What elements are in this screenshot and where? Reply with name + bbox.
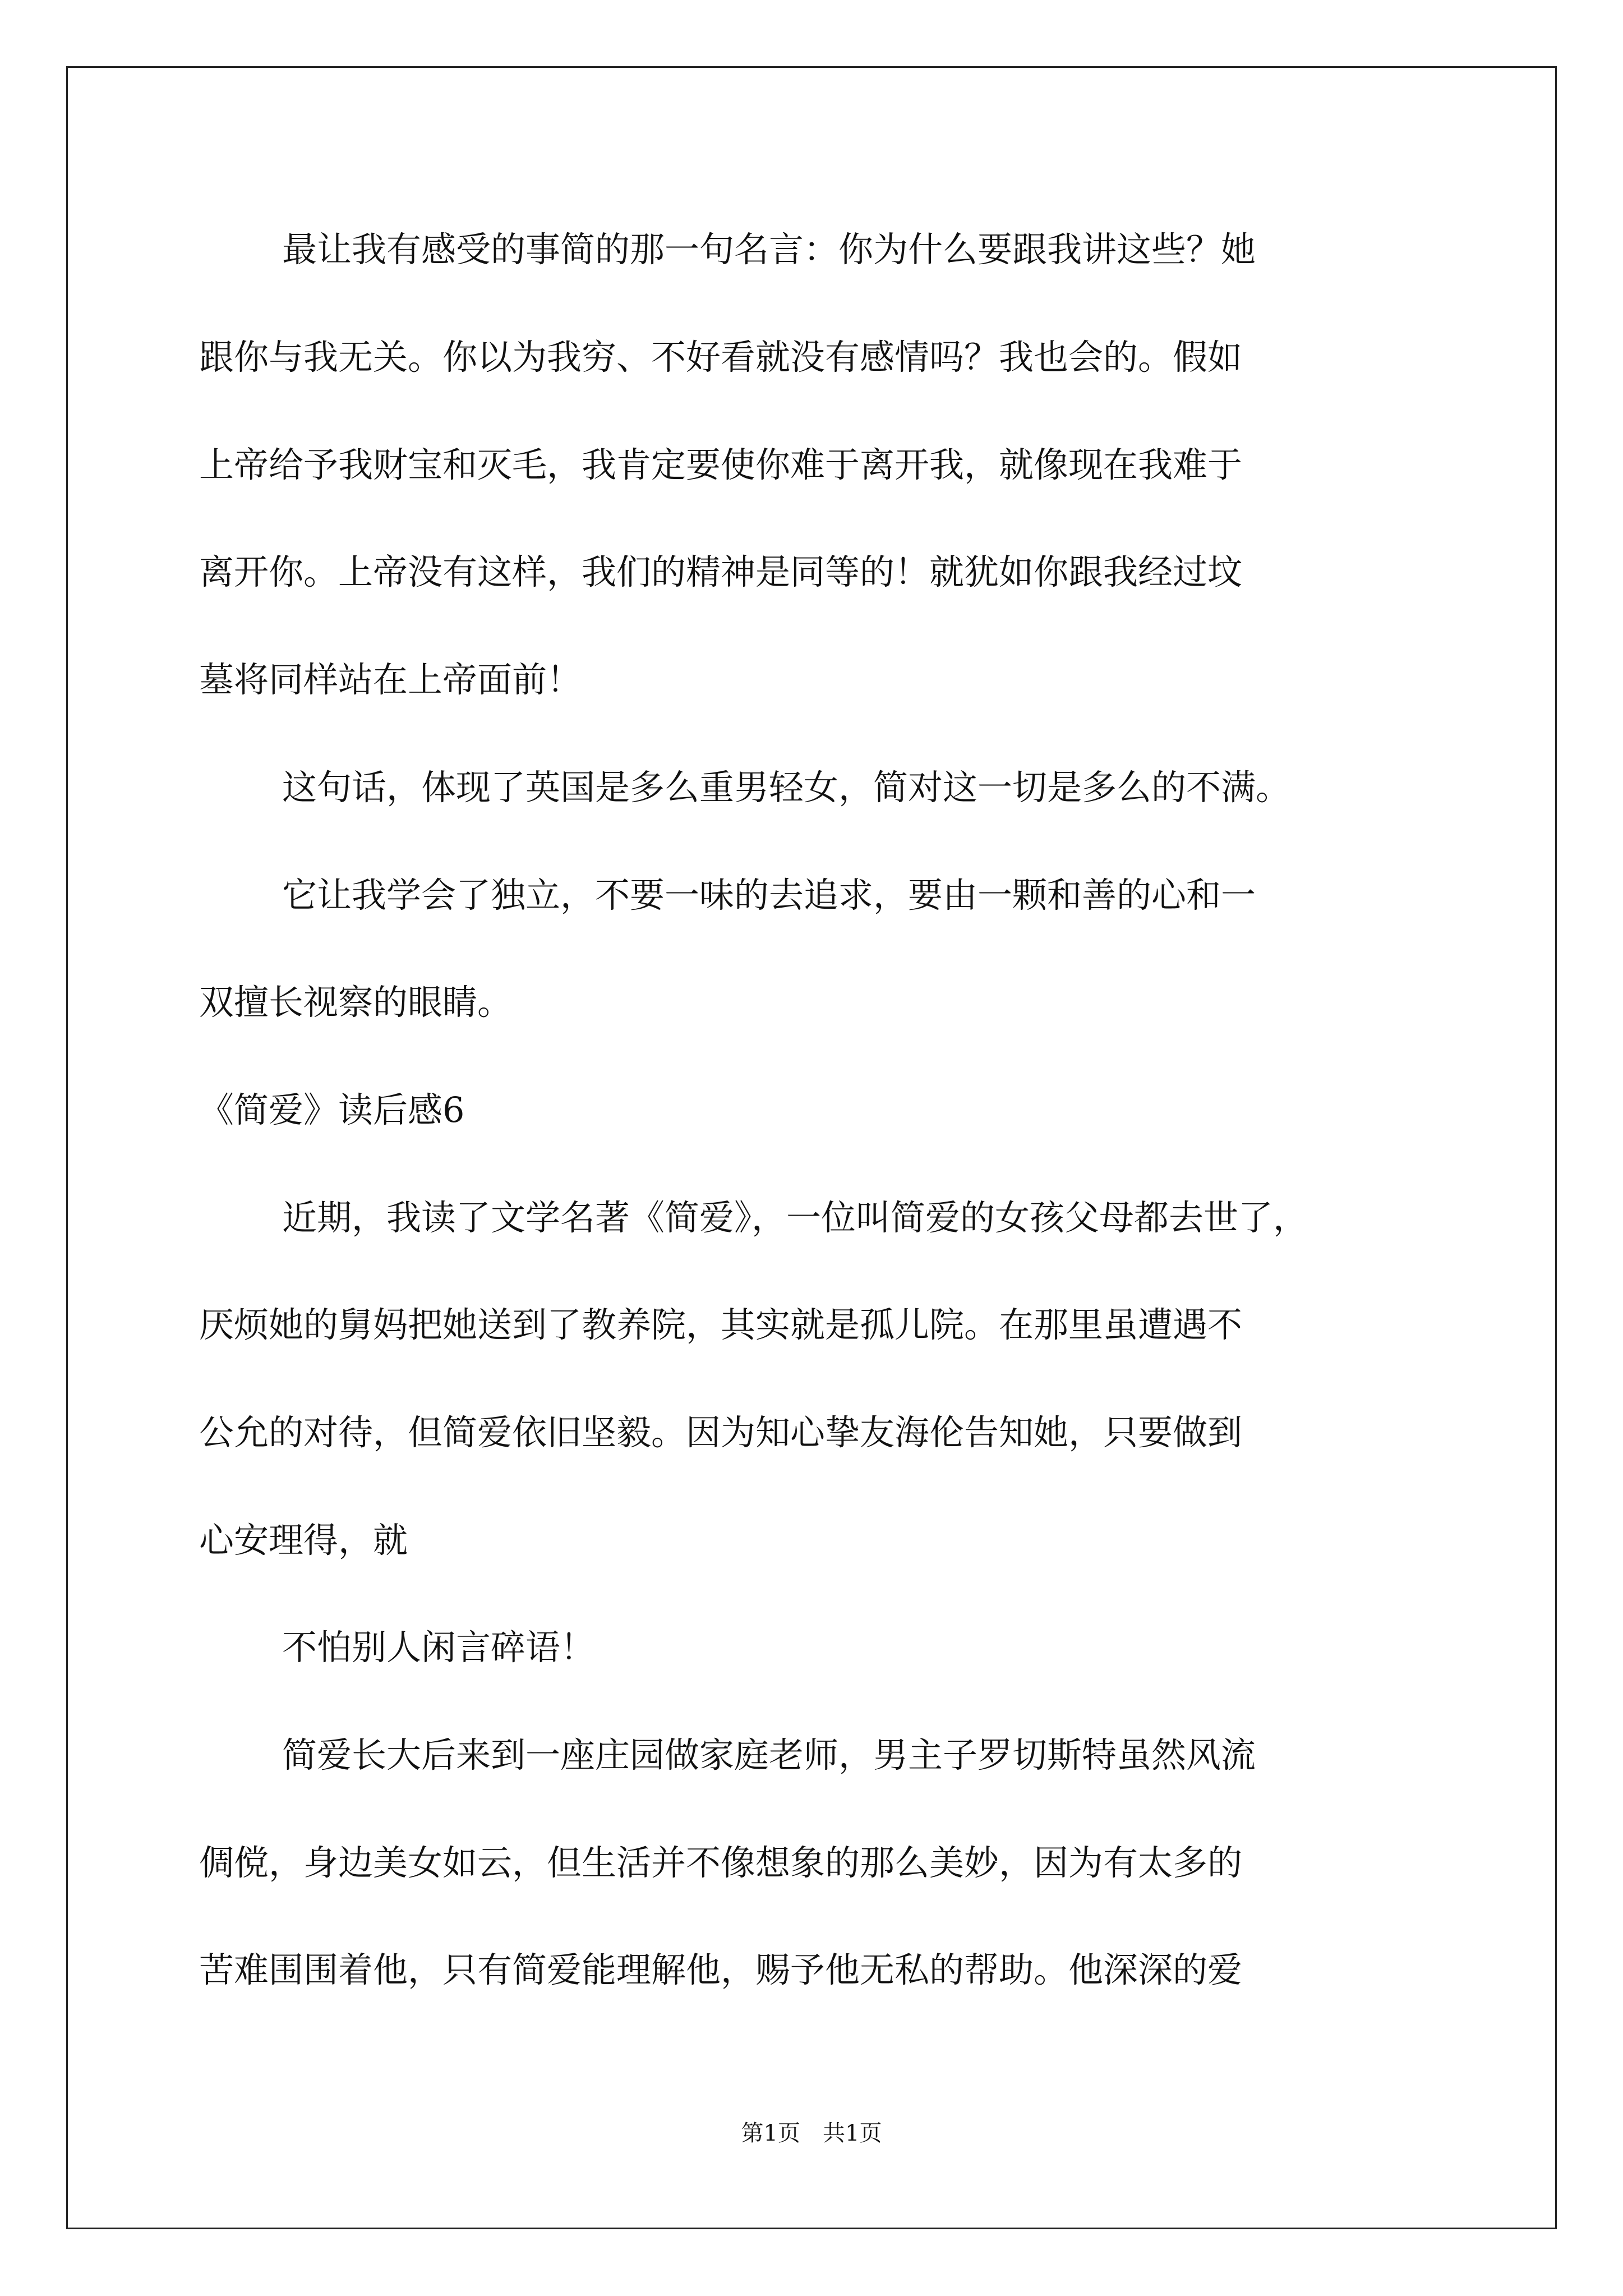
paragraph-line: 跟你与我无关。你以为我穷、不好看就没有感情吗？我也会的。假如 xyxy=(199,337,1243,378)
paragraph-line: 近期，我读了文学名著《简爱》，一位叫简爱的女孩父母都去世了， xyxy=(282,1197,1308,1238)
paragraph-line: 双擅长视察的眼睛。 xyxy=(199,982,513,1023)
paragraph-line: 倜傥，身边美女如云，但生活并不像想象的那么美妙，因为有太多的 xyxy=(199,1842,1243,1883)
paragraph-line: 上帝给予我财宝和灭毛，我肯定要使你难于离开我，就像现在我难于 xyxy=(199,444,1243,485)
paragraph-line: 厌烦她的舅妈把她送到了教养院，其实就是孤儿院。在那里虽遭遇不 xyxy=(199,1304,1243,1345)
paragraph-line: 离开你。上帝没有这样，我们的精神是同等的！就犹如你跟我经过坟 xyxy=(199,551,1243,592)
paragraph-line: 不怕别人闲言碎语！ xyxy=(282,1627,596,1668)
page-border xyxy=(66,66,1557,2229)
paragraph-line: 心安理得，就 xyxy=(199,1520,408,1561)
paragraph-line: 墓将同样站在上帝面前！ xyxy=(199,659,582,700)
paragraph-line: 简爱长大后来到一座庄园做家庭老师，男主子罗切斯特虽然风流 xyxy=(282,1734,1256,1775)
paragraph-line: 苦难围围着他，只有简爱能理解他，赐予他无私的帮助。他深深的爱 xyxy=(199,1949,1243,1990)
section-heading: 《简爱》读后感6 xyxy=(199,1089,465,1130)
paragraph-line: 公允的对待，但简爱依旧坚毅。因为知心挚友海伦告知她，只要做到 xyxy=(199,1412,1243,1453)
page-number-footer: 第1页 共1页 xyxy=(741,2120,882,2146)
paragraph-line: 它让我学会了独立，不要一味的去追求，要由一颗和善的心和一 xyxy=(282,875,1256,915)
paragraph-line: 最让我有感受的事简的那一句名言：你为什么要跟我讲这些？她 xyxy=(282,229,1256,270)
paragraph-line: 这句话，体现了英国是多么重男轻女，简对这一切是多么的不满。 xyxy=(282,767,1291,808)
